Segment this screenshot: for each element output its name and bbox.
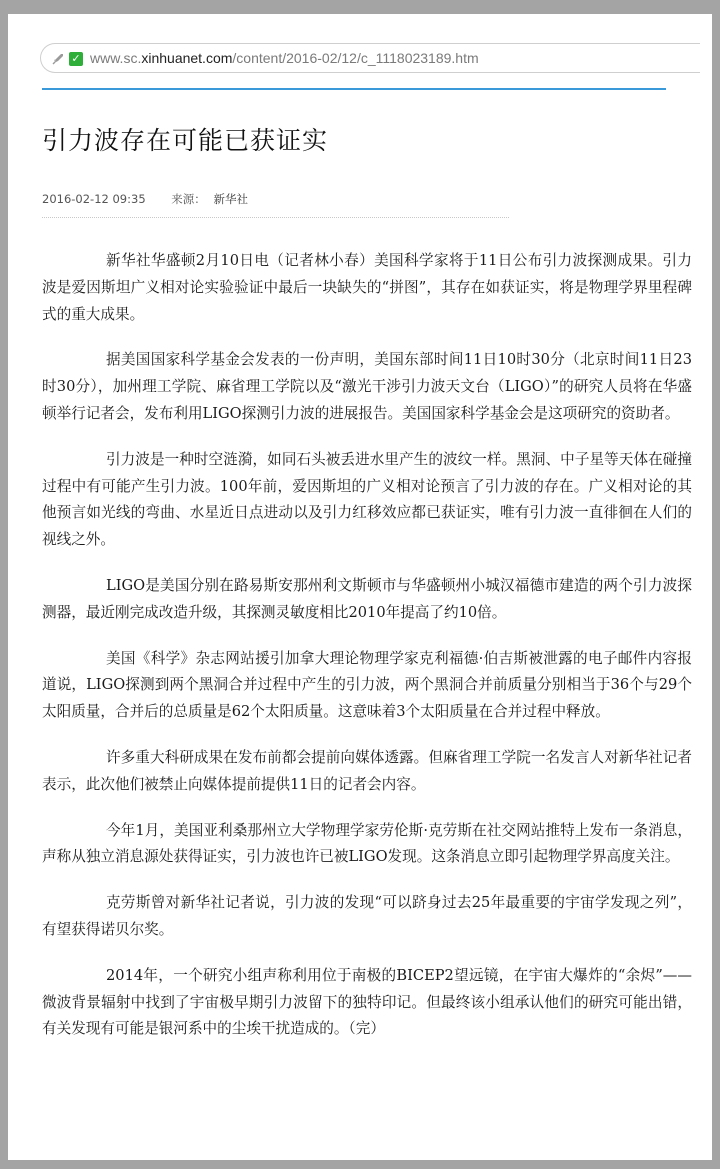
paragraph: 引力波是一种时空涟漪，如同石头被丢进水里产生的波纹一样。黑洞、中子星等天体在碰撞过程中有可能产生引力波。100年前，爱因斯坦的广义相对论预言了引力波的存在。广义相对论的其他预言如光线的弯曲、水星近日点进动以及引力红移效应都已获证实，唯有引力波一直徘徊在人们的视线之外。 xyxy=(42,450,692,549)
paragraph: 今年1月，美国亚利桑那州立大学物理学家劳伦斯·克劳斯在社交网站推特上发布一条消息，声称从独立消息源处获得证实，引力波也许已被LIGO发现。这条消息立即引起物理学界高度关注。 xyxy=(42,821,692,866)
url-host-prefix: www.sc. xyxy=(90,50,142,66)
paragraph: LIGO是美国分别在路易斯安那州利文斯顿市与华盛顿州小城汉福德市建造的两个引力波探测器，最近刚完成改造升级，其探测灵敏度相比2010年提高了约10倍。 xyxy=(42,576,692,621)
address-bar[interactable] xyxy=(40,43,700,73)
source-name: 新华社 xyxy=(213,192,248,206)
article-body xyxy=(42,248,692,1062)
url-host: xinhuanet.com xyxy=(141,50,233,66)
url-text[interactable] xyxy=(90,50,479,66)
paragraph: 新华社华盛顿2月10日电（记者林小春）美国科学家将于11日公布引力波探测成果。引力波是爱因斯坦广义相对论实验验证中最后一块缺失的“拼图”，其存在如获证实，将是物理学界里程碑式的重大成果。 xyxy=(42,252,692,323)
paragraph: 2014年，一个研究小组声称利用位于南极的BICEP2望远镜，在宇宙大爆炸的“余烬”——微波背景辐射中找到了宇宙极早期引力波留下的独特印记。但最终该小组承认他们的研究可能出错，有关发现有可能是银河系中的尘埃干扰造成的。（完） xyxy=(42,966,692,1038)
paragraph: 许多重大科研成果在发布前都会提前向媒体透露。但麻省理工学院一名发言人对新华社记者表示，此次他们被禁止向媒体提前提供11日的记者会内容。 xyxy=(42,748,692,793)
article-meta xyxy=(42,191,248,207)
paragraph: 克劳斯曾对新华社记者说，引力波的发现“可以跻身过去25年最重要的宇宙学发现之列”，有望获得诺贝尔奖。 xyxy=(42,894,692,938)
publish-date: 2016-02-12 09:35 xyxy=(42,192,146,206)
rocket-icon xyxy=(51,52,65,66)
source-label: 来源： xyxy=(171,192,206,206)
header-divider xyxy=(42,88,666,90)
paragraph: 据美国国家科学基金会发表的一份声明，美国东部时间11日10时30分（北京时间11日23时30分），加州理工学院、麻省理工学院以及“激光干涉引力波天文台（LIGO）”的研究人员将在华盛顿举行记者会，发布利用LIGO探测引力波的进展报告。美国国家科学基金会是这项研究的资助者。 xyxy=(42,351,692,422)
paragraph: 美国《科学》杂志网站援引加拿大理论物理学家克利福德·伯吉斯被泄露的电子邮件内容报道说，LIGO探测到两个黑洞合并过程中产生的引力波，两个黑洞合并前质量分别相当于36个与29个太阳质量，合并后的总质量是62个太阳质量。这意味着3个太阳质量在合并过程中释放。 xyxy=(42,649,692,721)
url-path: /content/2016-02/12/c_1118023189.htm xyxy=(232,50,479,66)
article-title: 引力波存在可能已获证实 xyxy=(42,126,329,155)
meta-divider xyxy=(42,217,509,218)
page-frame xyxy=(8,14,712,1160)
secure-check-icon: ✓ xyxy=(69,52,83,66)
